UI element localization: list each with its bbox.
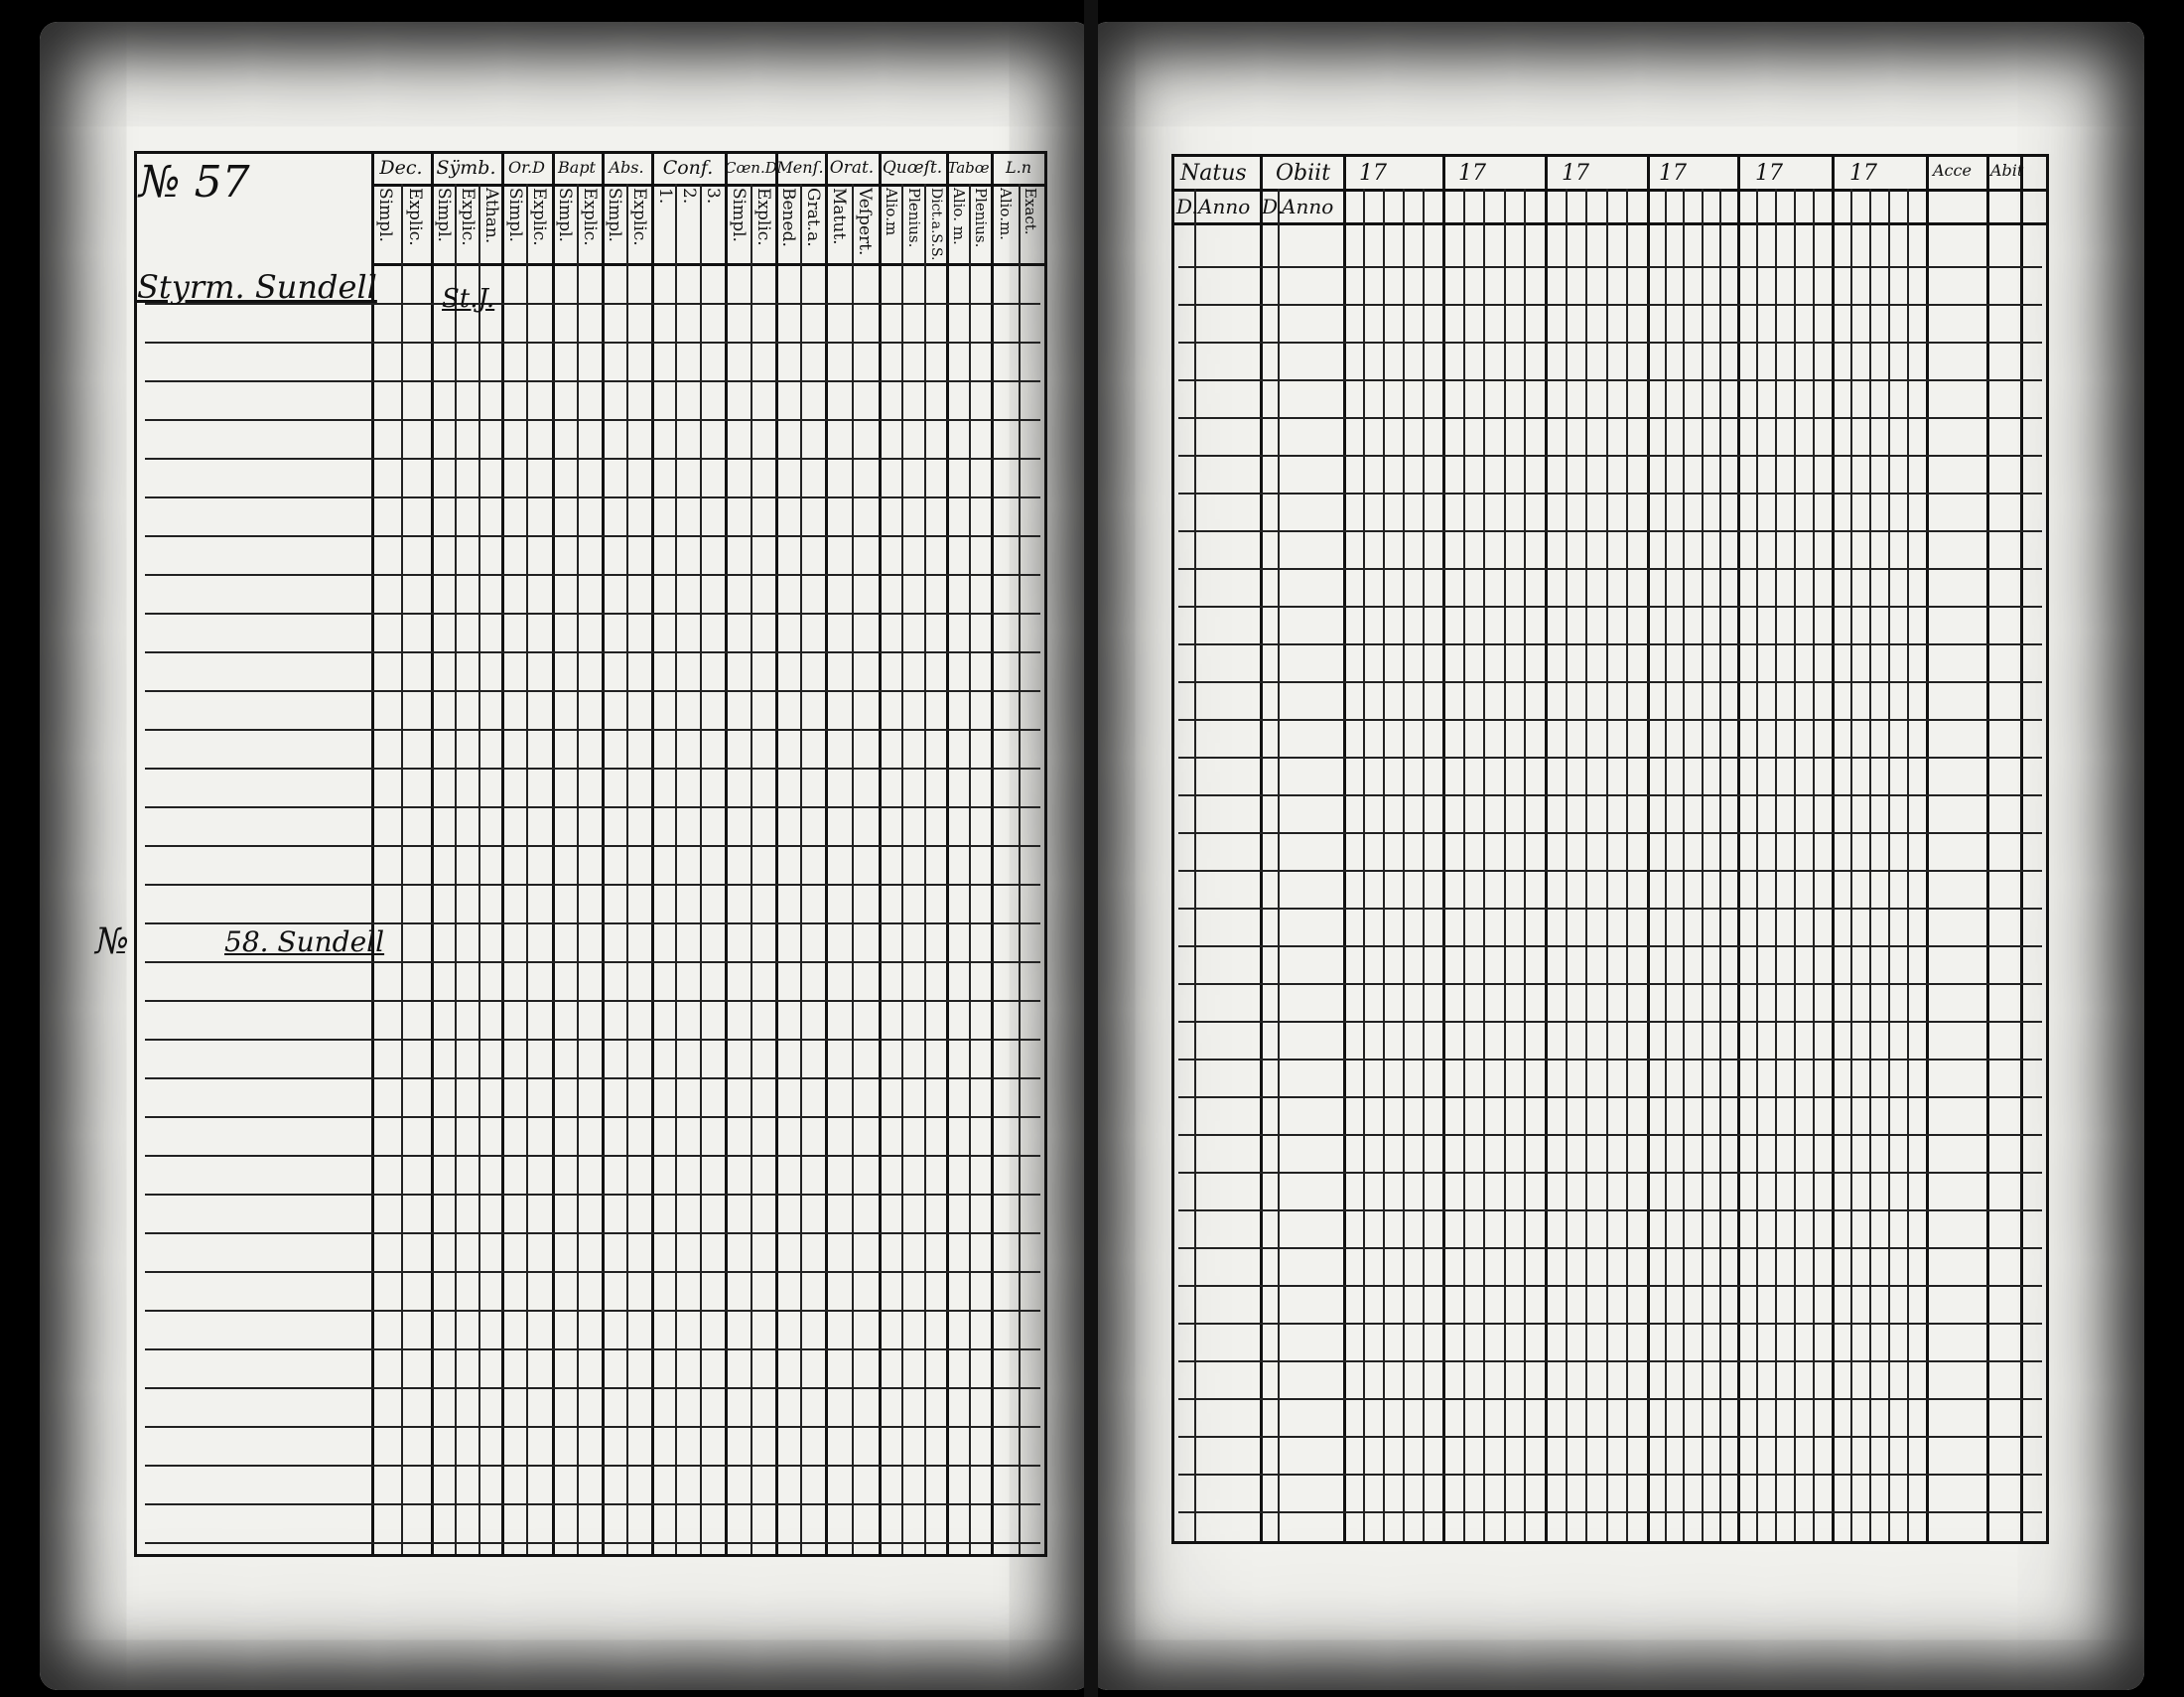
ruled-row-line xyxy=(145,535,1040,537)
col-line xyxy=(2020,157,2023,1541)
header-divider xyxy=(371,184,1044,187)
header-abiit: Abit xyxy=(1990,161,2024,180)
year-subcol-line xyxy=(1363,189,1365,1541)
sub-bapt-explic: Explic. xyxy=(580,188,600,246)
subcol-line xyxy=(1194,189,1196,1541)
header-divider xyxy=(1174,189,2046,192)
header-dec: Dec. xyxy=(379,157,423,179)
year-subcol-line xyxy=(1813,189,1815,1541)
ruled-row-line xyxy=(145,1077,1040,1079)
ruled-row-line xyxy=(145,1465,1040,1467)
sub-bapt-simpl: Simpl. xyxy=(555,188,575,242)
year-subcol-line xyxy=(1606,189,1608,1541)
entry-number-58: № xyxy=(95,921,130,962)
header-abs: Abs. xyxy=(609,158,644,177)
ruled-row-line xyxy=(145,496,1040,498)
year-subcol-line xyxy=(1423,189,1425,1541)
ruled-row-line xyxy=(145,806,1040,808)
ruled-row-line xyxy=(1178,1398,2042,1400)
entry-name-58: 58. Sundell xyxy=(224,925,385,958)
ruled-row-line xyxy=(1178,1247,2042,1249)
year-subcol-line xyxy=(1383,189,1385,1541)
sub-natus-day: D. xyxy=(1176,195,1198,218)
sub-ln-exact: Exact. xyxy=(1022,188,1039,235)
header-year-5: 17 xyxy=(1755,161,1783,186)
ruled-row-line xyxy=(1178,1436,2042,1438)
ruled-row-line xyxy=(145,1426,1040,1428)
year-subcol-line xyxy=(1483,189,1485,1541)
year-subcol-line xyxy=(1524,189,1526,1541)
year-subcol-line xyxy=(1775,189,1777,1541)
ruled-row-line xyxy=(1178,1209,2042,1211)
ruled-row-line xyxy=(145,922,1040,924)
col-line xyxy=(602,154,605,1554)
header-ln: L.n xyxy=(1005,158,1031,177)
ruled-row-line xyxy=(145,1194,1040,1196)
sub-symb-explic: Explic. xyxy=(458,188,478,246)
header-coen-d: Cœn.D xyxy=(725,159,777,177)
col-line xyxy=(825,154,828,1554)
ruled-row-line xyxy=(145,419,1040,421)
header-year-2: 17 xyxy=(1458,161,1486,186)
ruled-row-line xyxy=(1178,1323,2042,1325)
sub-symb-athan: Athan. xyxy=(481,188,501,244)
entry-name-57: Styrm. Sundell xyxy=(137,268,377,306)
ruled-row-line xyxy=(145,845,1040,847)
col-line xyxy=(651,154,654,1554)
sub-natus-anno: Anno xyxy=(1198,195,1251,218)
ruled-row-line xyxy=(145,1348,1040,1350)
header-obiit: Obiit xyxy=(1276,161,1331,186)
ruled-row-line xyxy=(145,1387,1040,1389)
col-line xyxy=(1260,157,1263,1541)
year-subcol-line xyxy=(1566,189,1568,1541)
year-subcol-line xyxy=(1869,189,1871,1541)
ruled-row-line xyxy=(1178,1285,2042,1287)
year-subcol-line xyxy=(1888,189,1890,1541)
sub-coend-simpl: Simpl. xyxy=(729,188,749,242)
sub-quaest-alio: Alio.m xyxy=(883,188,900,236)
ruled-row-line xyxy=(1178,794,2042,796)
ruled-row-line xyxy=(1178,304,2042,306)
year-subcol-line xyxy=(1702,189,1704,1541)
col-line xyxy=(1832,157,1835,1541)
ruled-row-line xyxy=(1178,1172,2042,1174)
ruled-row-line xyxy=(145,1039,1040,1041)
ruled-row-line xyxy=(145,651,1040,653)
ruled-row-line xyxy=(145,1232,1040,1234)
sub-mens-grat: Grat.a. xyxy=(803,188,823,247)
sub-quaest-dicta: Dict.a.S.S. xyxy=(928,188,944,261)
ruled-row-line xyxy=(1178,1096,2042,1098)
sub-symb-simpl: Simpl. xyxy=(434,188,454,242)
ruled-row-line xyxy=(1178,719,2042,721)
sub-obiit-anno: Anno xyxy=(1282,195,1334,218)
ruled-row-line xyxy=(1178,681,2042,683)
year-subcol-line xyxy=(1683,189,1685,1541)
sub-abs-explic: Explic. xyxy=(629,188,649,246)
sub-conf-1: 1. xyxy=(655,188,675,205)
year-subcol-line xyxy=(1403,189,1405,1541)
ruled-row-line xyxy=(1178,379,2042,381)
year-subcol-line xyxy=(1585,189,1587,1541)
col-line xyxy=(879,154,882,1554)
ruled-row-line xyxy=(145,1116,1040,1118)
year-subcol-line xyxy=(1626,189,1628,1541)
year-subcol-line xyxy=(1850,189,1852,1541)
ruled-row-line xyxy=(1178,643,2042,645)
year-subcol-line xyxy=(1665,189,1667,1541)
header-natus: Natus xyxy=(1180,161,1247,186)
col-line xyxy=(431,154,434,1554)
header-year-3: 17 xyxy=(1562,161,1589,186)
header-conf: Conf. xyxy=(662,157,714,179)
header-orat: Orat. xyxy=(829,158,875,178)
sub-ord-simpl: Simpl. xyxy=(505,188,525,242)
ruled-row-line xyxy=(145,884,1040,886)
ruled-row-line xyxy=(1178,1511,2042,1513)
header-year-4: 17 xyxy=(1659,161,1687,186)
ruled-row-line xyxy=(145,574,1040,576)
header-bottom-line xyxy=(371,263,1044,266)
ruled-row-line xyxy=(1178,606,2042,608)
ruled-row-line xyxy=(145,342,1040,344)
ruled-row-line xyxy=(145,1542,1040,1544)
entry-mark-57: St.J. xyxy=(442,284,495,314)
sub-orat-vespert: Veſpert. xyxy=(855,188,875,256)
ruled-row-line xyxy=(145,1271,1040,1273)
ruled-row-line xyxy=(1178,945,2042,947)
ruled-row-line xyxy=(1178,493,2042,495)
ruled-row-line xyxy=(145,1503,1040,1505)
col-line xyxy=(775,154,778,1554)
col-line xyxy=(1926,157,1929,1541)
ruled-row-line xyxy=(1178,266,2042,268)
col-line xyxy=(946,154,949,1554)
header-mens: Menſ. xyxy=(776,158,824,177)
col-line xyxy=(1986,157,1989,1541)
sub-conf-2: 2. xyxy=(679,188,699,205)
header-year-6: 17 xyxy=(1849,161,1877,186)
year-subcol-line xyxy=(1463,189,1465,1541)
ruled-row-line xyxy=(145,768,1040,770)
ruled-row-line xyxy=(145,1155,1040,1157)
sub-abs-simpl: Simpl. xyxy=(605,188,624,242)
year-subcol-line xyxy=(1719,189,1721,1541)
col-line xyxy=(552,154,555,1554)
ruled-row-line xyxy=(1178,908,2042,910)
ruled-row-line xyxy=(145,613,1040,615)
ruled-row-line xyxy=(1178,1134,2042,1136)
sub-dec-simpl: Simpl. xyxy=(375,188,395,242)
sub-orat-matut: Matut. xyxy=(829,188,849,245)
right-ledger-table xyxy=(1171,154,2049,1544)
header-or-d: Or.D xyxy=(508,158,545,177)
ruled-row-line xyxy=(1178,417,2042,419)
sub-tabae-alio: Alio. m. xyxy=(950,188,968,245)
ruled-row-line xyxy=(1178,568,2042,570)
ruled-row-line xyxy=(145,961,1040,963)
sub-tabae-plenius: Plenius. xyxy=(972,188,990,248)
ruled-row-line xyxy=(1178,1059,2042,1061)
header-bapt: Bapt xyxy=(558,158,596,177)
ruled-row-line xyxy=(1178,1474,2042,1476)
sub-conf-3: 3. xyxy=(703,188,723,205)
subcol-line xyxy=(1278,189,1280,1541)
book-gutter xyxy=(1084,0,1098,1697)
ruled-row-line xyxy=(1178,757,2042,759)
header-quaest: Quœſt. xyxy=(882,158,943,178)
sub-dec-explic: Explic. xyxy=(405,188,425,246)
ruled-row-line xyxy=(1178,455,2042,457)
col-line xyxy=(1442,157,1445,1541)
col-line xyxy=(1737,157,1740,1541)
ruled-row-line xyxy=(1178,1021,2042,1023)
entry-number-57: № 57 xyxy=(139,157,250,208)
col-line xyxy=(501,154,504,1554)
ruled-row-line xyxy=(145,690,1040,692)
col-line xyxy=(1343,157,1346,1541)
year-subcol-line xyxy=(1756,189,1758,1541)
left-ledger-table xyxy=(134,151,1047,1557)
col-line xyxy=(1647,157,1650,1541)
sub-ln-alio: Alio.m. xyxy=(997,188,1015,240)
ruled-row-line xyxy=(1178,870,2042,872)
col-line xyxy=(725,154,728,1554)
header-year-1: 17 xyxy=(1359,161,1387,186)
header-bottom-line xyxy=(1174,222,2046,225)
ruled-row-line xyxy=(145,458,1040,460)
header-symb: Sÿmb. xyxy=(436,157,496,179)
ruled-row-line xyxy=(1178,530,2042,532)
year-subcol-line xyxy=(1504,189,1506,1541)
ruled-row-line xyxy=(145,1000,1040,1002)
col-line xyxy=(371,154,374,1554)
ruled-row-line xyxy=(145,380,1040,382)
col-line xyxy=(1545,157,1548,1541)
ruled-row-line xyxy=(1178,832,2042,834)
ruled-row-line xyxy=(1178,983,2042,985)
sub-quaest-plenius: Plenius. xyxy=(905,188,923,248)
year-subcol-line xyxy=(1794,189,1796,1541)
sub-mens-bened: Bened. xyxy=(778,188,798,247)
sub-ord-explic: Explic. xyxy=(529,188,549,246)
sub-obiit-day: D. xyxy=(1262,195,1284,218)
ruled-row-line xyxy=(145,729,1040,731)
ruled-row-line xyxy=(1178,1360,2042,1362)
header-accessit: Acce xyxy=(1933,161,1972,180)
ruled-row-line xyxy=(1178,342,2042,344)
header-tabae: Tabœ xyxy=(947,159,990,177)
year-subcol-line xyxy=(1907,189,1909,1541)
ruled-row-line xyxy=(145,1310,1040,1312)
col-line xyxy=(991,154,994,1554)
sub-coend-explic: Explic. xyxy=(753,188,773,246)
